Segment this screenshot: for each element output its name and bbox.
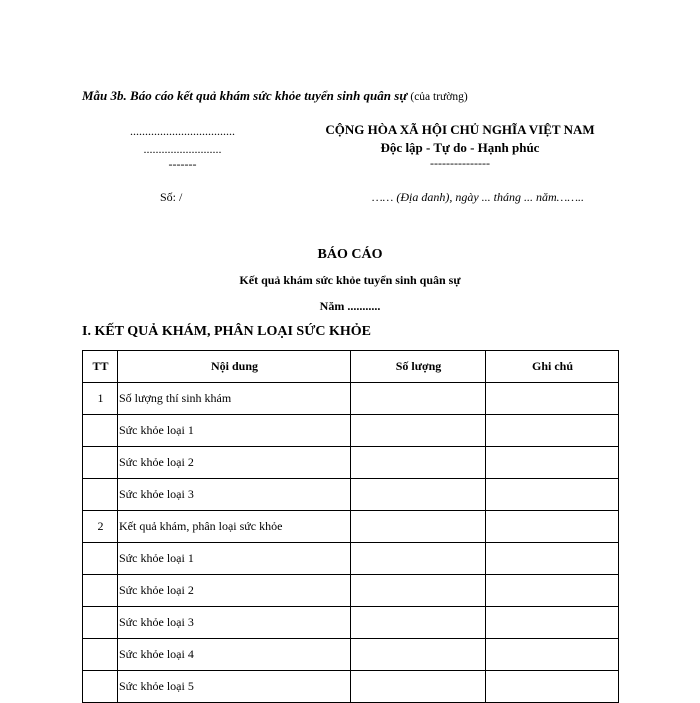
row-note — [486, 447, 619, 479]
table-row — [83, 383, 619, 415]
table-row — [83, 479, 619, 511]
form-note: (của trường) — [410, 91, 468, 103]
row-content: Sức khỏe loại 3 — [118, 479, 351, 511]
row-note — [486, 607, 619, 639]
row-number — [83, 671, 118, 703]
row-number — [83, 607, 118, 639]
row-note — [486, 575, 619, 607]
row-quantity — [351, 415, 486, 447]
row-note — [486, 415, 619, 447]
row-note — [486, 511, 619, 543]
table-row — [83, 543, 619, 575]
row-quantity — [351, 607, 486, 639]
report-title: BÁO CÁO — [317, 247, 383, 262]
table-header-row — [83, 351, 619, 383]
report-year: Năm ........... — [319, 299, 381, 313]
table-row — [83, 511, 619, 543]
row-quantity — [351, 639, 486, 671]
row-number: 1 — [83, 383, 118, 415]
row-content: Sức khỏe loại 1 — [118, 415, 351, 447]
row-note — [486, 671, 619, 703]
motto-rule: --------------- — [430, 156, 490, 170]
header-tt: TT — [83, 351, 118, 383]
table-row — [83, 607, 619, 639]
place-date-line: …… (Địa danh), ngày ... tháng ... năm…….. — [372, 190, 584, 204]
row-number — [83, 639, 118, 671]
table-row — [83, 415, 619, 447]
row-content: Sức khỏe loại 1 — [118, 543, 351, 575]
table-row — [83, 639, 619, 671]
row-content: Sức khỏe loại 2 — [118, 447, 351, 479]
row-number: 2 — [83, 511, 118, 543]
row-content: Sức khỏe loại 3 — [118, 607, 351, 639]
document-number: Số: / — [160, 190, 183, 204]
row-content: Sức khỏe loại 5 — [118, 671, 351, 703]
row-number — [83, 543, 118, 575]
header-note: Ghi chú — [486, 351, 619, 383]
form-title: Mẫu 3b. Báo cáo kết quả khám sức khỏe tuyển sinh quân sự — [82, 88, 408, 103]
row-quantity — [351, 575, 486, 607]
row-note — [486, 383, 619, 415]
row-quantity — [351, 671, 486, 703]
table-body — [83, 383, 619, 703]
row-content: Sức khỏe loại 4 — [118, 639, 351, 671]
row-number — [83, 447, 118, 479]
row-quantity — [351, 511, 486, 543]
agency-name-line1: ................................... — [130, 124, 235, 138]
row-note — [486, 639, 619, 671]
row-quantity — [351, 479, 486, 511]
row-content: Sức khỏe loại 2 — [118, 575, 351, 607]
row-quantity — [351, 543, 486, 575]
results-table — [82, 350, 619, 703]
row-number — [83, 415, 118, 447]
row-note — [486, 479, 619, 511]
header-content: Nội dung — [118, 351, 351, 383]
agency-name-line2: .......................... — [143, 142, 222, 156]
agency-rule: ------- — [168, 157, 197, 171]
row-note — [486, 543, 619, 575]
row-number — [83, 479, 118, 511]
row-quantity — [351, 447, 486, 479]
row-content: Số lượng thí sinh khám — [118, 383, 351, 415]
row-number — [83, 575, 118, 607]
national-motto: Độc lập - Tự do - Hạnh phúc — [380, 140, 540, 155]
row-quantity — [351, 383, 486, 415]
header-quantity: Số lượng — [351, 351, 486, 383]
table-row — [83, 575, 619, 607]
form-label — [82, 88, 468, 104]
section-heading: I. KẾT QUẢ KHÁM, PHÂN LOẠI SỨC KHỎE — [82, 324, 371, 339]
row-content: Kết quả khám, phân loại sức khỏe — [118, 511, 351, 543]
report-subtitle: Kết quả khám sức khỏe tuyển sinh quân sự — [239, 273, 461, 287]
table-row — [83, 447, 619, 479]
country-name: CỘNG HÒA XÃ HỘI CHỦ NGHĨA VIỆT NAM — [325, 122, 595, 137]
table-row — [83, 671, 619, 703]
